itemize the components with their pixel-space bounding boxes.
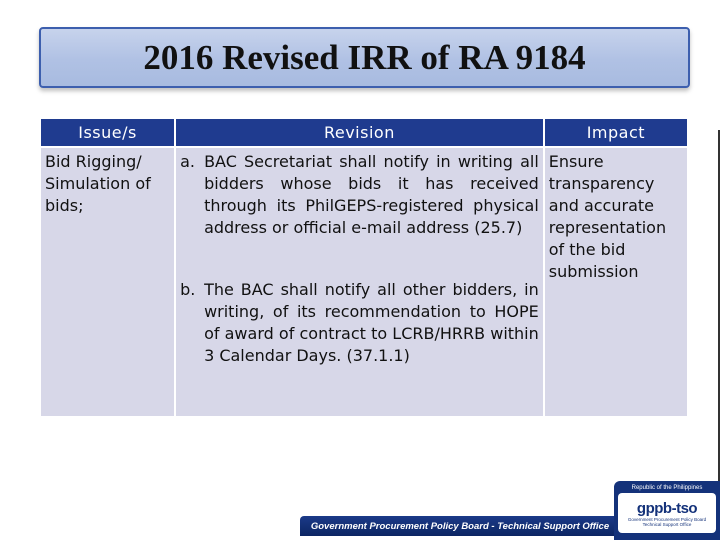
- logo-sub-text: Government Procurement Policy Board Technical Support Office: [627, 516, 707, 527]
- footer-text: Government Procurement Policy Board - Technical Support Office: [310, 520, 610, 532]
- cell-revision: [176, 148, 543, 416]
- revision-marker: b.: [180, 280, 196, 299]
- revision-text: The BAC shall notify all other bidders, in writing, of its recommendation to HOPE of award of contract to LCRB/HRRB within 3 Calendar Days. (37.1.1): [204, 280, 539, 365]
- revision-table: [39, 117, 689, 418]
- cell-impact: Ensure transparency and accurate representation of the bid submission: [545, 148, 687, 416]
- cell-issue: Bid Rigging/ Simulation of bids;: [41, 148, 174, 416]
- page-title: 2016 Revised IRR of RA 9184: [143, 37, 586, 77]
- gppb-tso-logo: [614, 481, 720, 540]
- title-banner: [39, 27, 690, 88]
- header-revision: Revision: [176, 119, 543, 146]
- table-row: [41, 148, 687, 416]
- logo-top-text: Republic of the Philippines: [631, 485, 703, 491]
- revision-text: BAC Secretariat shall notify in writing all bidders whose bids it has received through its PhilGEPS-registered physical address or official e-mail address (25.7): [204, 152, 539, 237]
- revision-item: [180, 279, 539, 367]
- logo-mark: gppb-tso: [636, 499, 698, 517]
- header-issue: Issue/s: [41, 119, 174, 146]
- logo-inner: [618, 493, 716, 533]
- revision-item: [180, 151, 539, 239]
- revision-marker: a.: [180, 152, 195, 171]
- revision-table-container: [39, 117, 689, 418]
- header-impact: Impact: [545, 119, 687, 146]
- table-header-row: [41, 119, 687, 146]
- footer-bar: [300, 516, 620, 536]
